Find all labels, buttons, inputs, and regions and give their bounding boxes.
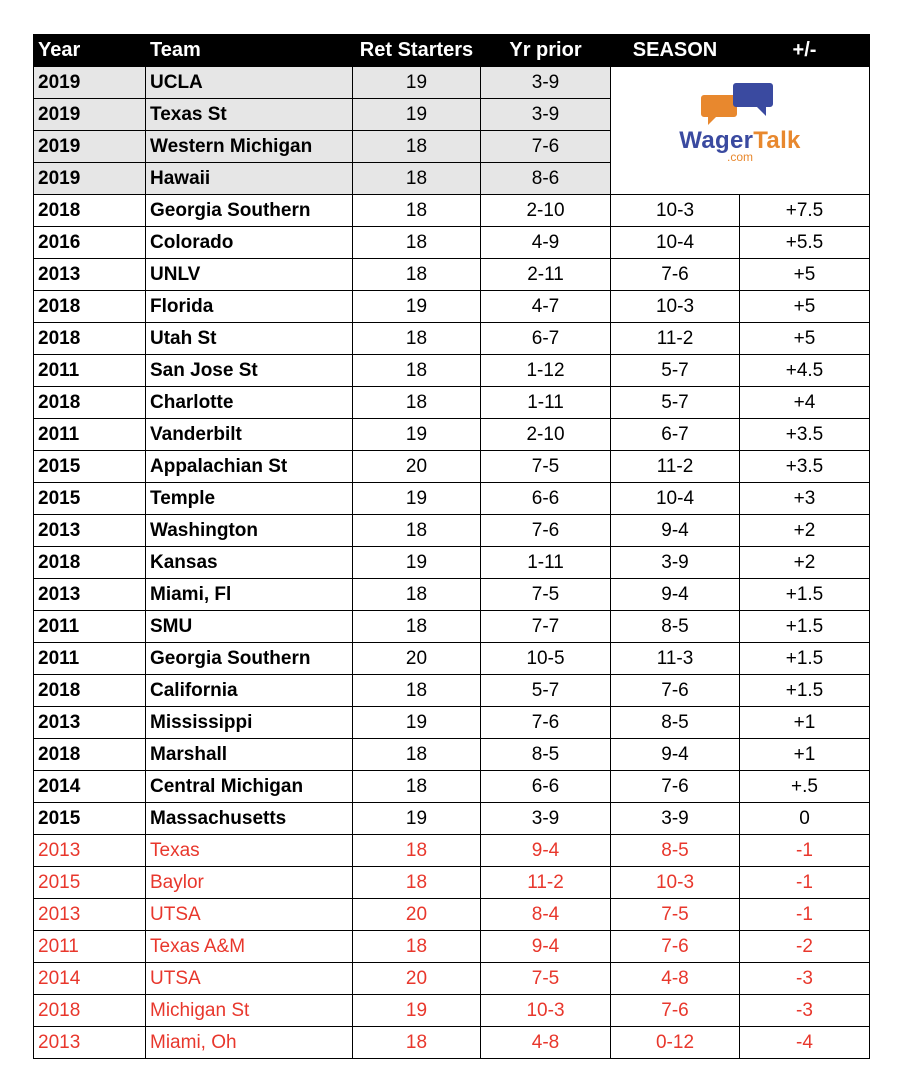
table-row: [34, 451, 870, 483]
cell-diff: -3: [740, 995, 870, 1027]
cell-season: 9-4: [611, 579, 740, 611]
cell-team: California: [146, 675, 353, 707]
table-row: [34, 259, 870, 291]
cell-diff: +1.5: [740, 675, 870, 707]
table-row: [34, 611, 870, 643]
cell-diff: +.5: [740, 771, 870, 803]
cell-season: 11-2: [611, 451, 740, 483]
table-row: [34, 387, 870, 419]
cell-ret-starters: 19: [353, 99, 481, 131]
cell-season: 7-6: [611, 259, 740, 291]
cell-diff: -1: [740, 867, 870, 899]
cell-season: 7-5: [611, 899, 740, 931]
cell-yr-prior: 7-6: [481, 131, 611, 163]
cell-year: 2016: [34, 227, 146, 259]
table-row: [34, 643, 870, 675]
cell-ret-starters: 19: [353, 67, 481, 99]
cell-yr-prior: 7-6: [481, 515, 611, 547]
table-row: [34, 419, 870, 451]
cell-yr-prior: 2-10: [481, 195, 611, 227]
table-row: [34, 771, 870, 803]
cell-team: Utah St: [146, 323, 353, 355]
header-year: Year: [34, 35, 146, 67]
cell-year: 2019: [34, 67, 146, 99]
cell-team: UTSA: [146, 899, 353, 931]
cell-diff: 0: [740, 803, 870, 835]
cell-team: Baylor: [146, 867, 353, 899]
header-row: [34, 35, 870, 67]
logo-domain: .com: [726, 149, 753, 164]
cell-year: 2018: [34, 323, 146, 355]
cell-yr-prior: 6-6: [481, 483, 611, 515]
cell-year: 2019: [34, 99, 146, 131]
cell-yr-prior: 7-7: [481, 611, 611, 643]
logo-wordmark-part2: Talk: [753, 126, 801, 154]
cell-team: UCLA: [146, 67, 353, 99]
table-row: [34, 835, 870, 867]
cell-yr-prior: 1-12: [481, 355, 611, 387]
cell-team: Marshall: [146, 739, 353, 771]
cell-ret-starters: 18: [353, 227, 481, 259]
cell-team: San Jose St: [146, 355, 353, 387]
cell-season: 6-7: [611, 419, 740, 451]
cell-team: Charlotte: [146, 387, 353, 419]
cell-year: 2013: [34, 259, 146, 291]
cell-yr-prior: 7-5: [481, 963, 611, 995]
cell-diff: +3.5: [740, 451, 870, 483]
cell-team: Miami, Fl: [146, 579, 353, 611]
cell-year: 2018: [34, 739, 146, 771]
cell-ret-starters: 18: [353, 1027, 481, 1059]
cell-season: 10-3: [611, 291, 740, 323]
cell-yr-prior: 2-11: [481, 259, 611, 291]
cell-year: 2013: [34, 579, 146, 611]
cell-ret-starters: 20: [353, 643, 481, 675]
cell-team: Hawaii: [146, 163, 353, 195]
cell-year: 2018: [34, 995, 146, 1027]
cell-team: Texas St: [146, 99, 353, 131]
cell-diff: +5: [740, 323, 870, 355]
cell-team: Texas A&M: [146, 931, 353, 963]
cell-team: Florida: [146, 291, 353, 323]
cell-ret-starters: 18: [353, 867, 481, 899]
cell-ret-starters: 18: [353, 675, 481, 707]
cell-ret-starters: 18: [353, 771, 481, 803]
cell-season: 5-7: [611, 387, 740, 419]
table-row: [34, 963, 870, 995]
header-ret-starters: Ret Starters: [353, 35, 481, 67]
cell-ret-starters: 18: [353, 579, 481, 611]
cell-year: 2011: [34, 931, 146, 963]
cell-season: 11-3: [611, 643, 740, 675]
table-row: [34, 803, 870, 835]
cell-year: 2014: [34, 771, 146, 803]
cell-season: 5-7: [611, 355, 740, 387]
cell-ret-starters: 18: [353, 163, 481, 195]
cell-team: Georgia Southern: [146, 643, 353, 675]
cell-diff: -1: [740, 835, 870, 867]
cell-season: 9-4: [611, 739, 740, 771]
table-row: [34, 1027, 870, 1059]
table-row: [34, 899, 870, 931]
cell-yr-prior: 4-9: [481, 227, 611, 259]
cell-yr-prior: 8-6: [481, 163, 611, 195]
cell-year: 2018: [34, 291, 146, 323]
cell-year: 2011: [34, 355, 146, 387]
header-team: Team: [146, 35, 353, 67]
cell-season: 7-6: [611, 675, 740, 707]
cell-diff: +4.5: [740, 355, 870, 387]
cell-yr-prior: 4-7: [481, 291, 611, 323]
cell-year: 2018: [34, 547, 146, 579]
cell-diff: +5.5: [740, 227, 870, 259]
cell-year: 2015: [34, 803, 146, 835]
cell-diff: +2: [740, 547, 870, 579]
table-row: [34, 515, 870, 547]
cell-yr-prior: 5-7: [481, 675, 611, 707]
cell-ret-starters: 18: [353, 387, 481, 419]
cell-yr-prior: 3-9: [481, 803, 611, 835]
cell-year: 2013: [34, 899, 146, 931]
cell-diff: +7.5: [740, 195, 870, 227]
cell-diff: -2: [740, 931, 870, 963]
cell-diff: -4: [740, 1027, 870, 1059]
table-row: [34, 483, 870, 515]
cell-ret-starters: 18: [353, 835, 481, 867]
cell-diff: +1.5: [740, 611, 870, 643]
cell-team: Georgia Southern: [146, 195, 353, 227]
cell-season: 3-9: [611, 547, 740, 579]
table-row: [34, 931, 870, 963]
cell-year: 2019: [34, 163, 146, 195]
cell-team: Washington: [146, 515, 353, 547]
cell-yr-prior: 11-2: [481, 867, 611, 899]
cell-year: 2018: [34, 675, 146, 707]
cell-ret-starters: 19: [353, 707, 481, 739]
cell-yr-prior: 1-11: [481, 547, 611, 579]
cell-year: 2013: [34, 1027, 146, 1059]
table-row: [34, 291, 870, 323]
cell-team: Temple: [146, 483, 353, 515]
cell-yr-prior: 2-10: [481, 419, 611, 451]
cell-yr-prior: 7-6: [481, 707, 611, 739]
wagertalk-logo: [670, 81, 810, 181]
cell-ret-starters: 18: [353, 355, 481, 387]
table-row: [34, 355, 870, 387]
cell-ret-starters: 18: [353, 931, 481, 963]
cell-team: Western Michigan: [146, 131, 353, 163]
cell-diff: +1: [740, 739, 870, 771]
cell-season: 7-6: [611, 771, 740, 803]
cell-season: 11-2: [611, 323, 740, 355]
cell-diff: +3.5: [740, 419, 870, 451]
cell-ret-starters: 19: [353, 803, 481, 835]
cell-diff: +3: [740, 483, 870, 515]
cell-team: Michigan St: [146, 995, 353, 1027]
cell-year: 2011: [34, 611, 146, 643]
cell-team: Massachusetts: [146, 803, 353, 835]
cell-yr-prior: 10-5: [481, 643, 611, 675]
cell-diff: +5: [740, 291, 870, 323]
cell-year: 2014: [34, 963, 146, 995]
table-row: [34, 675, 870, 707]
returning-starters-table-wrapper: [33, 34, 869, 1059]
table-row: [34, 995, 870, 1027]
table-body: [34, 67, 870, 1059]
cell-yr-prior: 6-7: [481, 323, 611, 355]
cell-ret-starters: 19: [353, 547, 481, 579]
header-yr-prior: Yr prior: [481, 35, 611, 67]
table-row: [34, 227, 870, 259]
cell-team: Kansas: [146, 547, 353, 579]
table-row: [34, 547, 870, 579]
table-row: [34, 739, 870, 771]
cell-season: 7-6: [611, 931, 740, 963]
logo-wordmark-part1: Wager: [679, 126, 754, 154]
cell-yr-prior: 3-9: [481, 99, 611, 131]
cell-ret-starters: 18: [353, 323, 481, 355]
cell-season: 10-3: [611, 195, 740, 227]
cell-ret-starters: 20: [353, 451, 481, 483]
cell-yr-prior: 10-3: [481, 995, 611, 1027]
cell-team: Central Michigan: [146, 771, 353, 803]
cell-yr-prior: 9-4: [481, 931, 611, 963]
cell-year: 2015: [34, 451, 146, 483]
cell-team: UNLV: [146, 259, 353, 291]
cell-year: 2011: [34, 419, 146, 451]
cell-ret-starters: 19: [353, 419, 481, 451]
cell-season: 8-5: [611, 611, 740, 643]
cell-ret-starters: 19: [353, 995, 481, 1027]
cell-season: 10-4: [611, 227, 740, 259]
cell-yr-prior: 4-8: [481, 1027, 611, 1059]
cell-season: 8-5: [611, 835, 740, 867]
table-row: [34, 867, 870, 899]
cell-yr-prior: 8-4: [481, 899, 611, 931]
cell-yr-prior: 7-5: [481, 579, 611, 611]
header-diff: +/-: [740, 35, 870, 67]
cell-year: 2018: [34, 195, 146, 227]
table-row: [34, 323, 870, 355]
cell-diff: -3: [740, 963, 870, 995]
cell-team: Vanderbilt: [146, 419, 353, 451]
cell-ret-starters: 18: [353, 259, 481, 291]
cell-year: 2013: [34, 707, 146, 739]
cell-team: Mississippi: [146, 707, 353, 739]
cell-yr-prior: 9-4: [481, 835, 611, 867]
logo-cell: [611, 67, 870, 195]
cell-ret-starters: 19: [353, 291, 481, 323]
cell-year: 2013: [34, 835, 146, 867]
cell-ret-starters: 18: [353, 195, 481, 227]
cell-yr-prior: 8-5: [481, 739, 611, 771]
cell-diff: +2: [740, 515, 870, 547]
cell-team: Colorado: [146, 227, 353, 259]
cell-team: SMU: [146, 611, 353, 643]
cell-team: Miami, Oh: [146, 1027, 353, 1059]
cell-team: Appalachian St: [146, 451, 353, 483]
cell-diff: +5: [740, 259, 870, 291]
cell-season: 10-4: [611, 483, 740, 515]
cell-yr-prior: 1-11: [481, 387, 611, 419]
cell-year: 2013: [34, 515, 146, 547]
cell-season: 9-4: [611, 515, 740, 547]
cell-ret-starters: 19: [353, 483, 481, 515]
cell-year: 2015: [34, 867, 146, 899]
cell-season: 7-6: [611, 995, 740, 1027]
returning-starters-table: [33, 34, 870, 1059]
logo-wordmark: [670, 126, 810, 154]
cell-season: 3-9: [611, 803, 740, 835]
cell-yr-prior: 3-9: [481, 67, 611, 99]
cell-year: 2011: [34, 643, 146, 675]
cell-ret-starters: 18: [353, 131, 481, 163]
cell-diff: -1: [740, 899, 870, 931]
cell-ret-starters: 20: [353, 899, 481, 931]
table-row: [34, 67, 870, 99]
table-row: [34, 579, 870, 611]
cell-season: 8-5: [611, 707, 740, 739]
table-row: [34, 195, 870, 227]
cell-year: 2019: [34, 131, 146, 163]
table-row: [34, 707, 870, 739]
cell-ret-starters: 18: [353, 515, 481, 547]
cell-yr-prior: 7-5: [481, 451, 611, 483]
cell-diff: +1: [740, 707, 870, 739]
cell-diff: +1.5: [740, 643, 870, 675]
header-season: SEASON: [611, 35, 740, 67]
cell-team: UTSA: [146, 963, 353, 995]
cell-year: 2015: [34, 483, 146, 515]
cell-ret-starters: 20: [353, 963, 481, 995]
cell-year: 2018: [34, 387, 146, 419]
cell-season: 4-8: [611, 963, 740, 995]
cell-season: 0-12: [611, 1027, 740, 1059]
cell-ret-starters: 18: [353, 739, 481, 771]
cell-diff: +1.5: [740, 579, 870, 611]
chat-bubbles-icon: [700, 81, 780, 127]
cell-team: Texas: [146, 835, 353, 867]
cell-yr-prior: 6-6: [481, 771, 611, 803]
cell-diff: +4: [740, 387, 870, 419]
cell-season: 10-3: [611, 867, 740, 899]
cell-ret-starters: 18: [353, 611, 481, 643]
